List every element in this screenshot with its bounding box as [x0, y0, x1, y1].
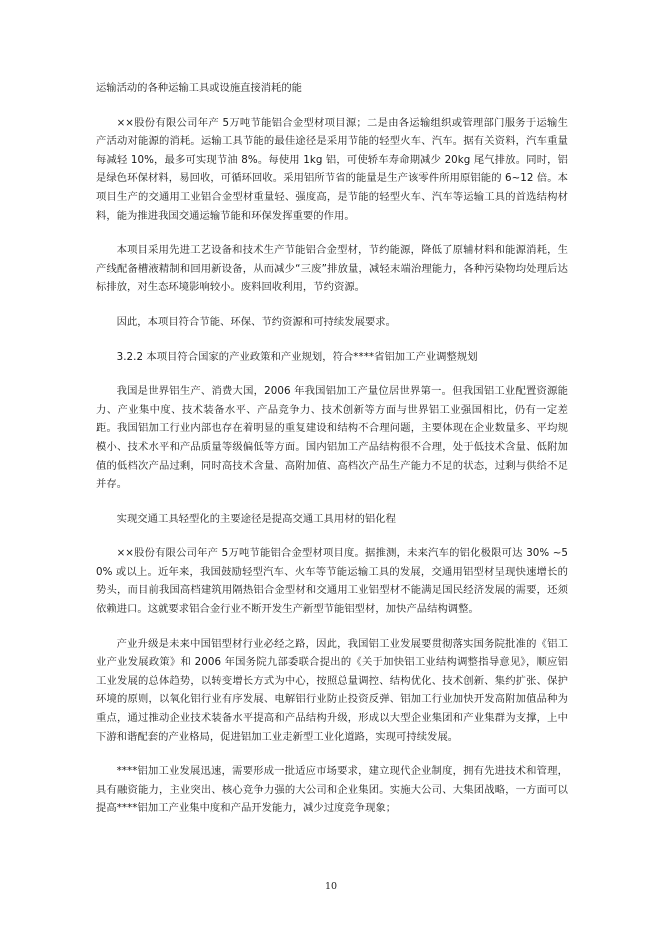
paragraph-conclusion: 因此，本项目符合节能、环保、节约资源和可持续发展要求。	[116, 315, 396, 328]
section-heading-3-2-2: 3.2.2 本项目符合国家的产业政策和产业规划，符合****省铝加工产业调整规划	[116, 350, 478, 363]
document-body	[96, 79, 568, 818]
intro-line: 运输活动的各种运输工具或设施直接消耗的能	[96, 82, 302, 94]
paragraph-process-equipment: 本项目采用先进工艺设备和技术生产节能铝合金型材，节约能源，降低了原辅材料和能源消耗，生产线配备槽液精制和回用新设备，从而减少“三废”排放量，减轻末端治理能力，各种污染物均处理后达标排放，对生态环境影响较小。废料回收利用，节约资源。	[96, 244, 568, 294]
paragraph-transport-energy: ××股份有限公司年产 5万吨节能铝合金型材项目源；二是由各运输组织或管理部门服务于运输生产活动对能源的消耗。运输工具节能的最佳途径是采用节能的轻型火车、汽车。据有关资料，汽车重量每减轻 10%，最多可实现节油 8%。每使用 1kg 铝，可使轿车寿命期减少 20kg 尾气排放。同时，铝是绿色环保材料，易回收，可循环回收。采用铝所节省的能量是生产该零件所用原铝能的 6~12 倍。本项目生产的交通用工业铝合金型材重量轻、强度高，是节能的轻型火车、汽车等运输工具的首选结构材料，能为推进我国交通运输节能和环保发挥重要的作用。	[96, 116, 568, 222]
paragraph-industry-status: 我国是世界铝生产、消费大国，2006 年我国铝加工产量位居世界第一。但我国铝工业配置资源能力、产业集中度、技术装备水平、产品竞争力、技术创新等方面与世界铝工业强国相比，仍有一定差距。我国铝加工行业内部也存在着明显的重复建设和结构不合理问题，主要体现在企业数量多、平均规模小、技术水平和产品质量等级偏低等方面。国内铝加工产品结构很不合理，处于低技术含量、低附加值的低档次产品过剩，同时高技术含量、高附加值、高档次产品生产能力不足的状态，过剩与供给不足并存。	[96, 385, 568, 491]
paragraph-aluminization: ××股份有限公司年产 5万吨节能铝合金型材项目度。据推测，未来汽车的铝化极限可达 30% ~50% 或以上。近年来，我国鼓励轻型汽车、火车等节能运输工具的发展，交通用铝型材呈现快速增长的势头，而目前我国高档建筑用隔热铝合金型材和交通用工业铝型材不能满足国民经济发展的需要，还须依赖进口。这就要求铝合金行业不断开发生产新型节能铝型材，加快产品结构调整。	[96, 547, 568, 616]
paragraph-regional-development: ****铝加工业发展迅速，需要形成一批适应市场要求，建立现代企业制度，拥有先进技术和管理，具有融资能力，主业突出、核心竞争力强的大公司和企业集团。实施大公司、大集团战略，一方面可以提高****铝加工产业集中度和产品开发能力，减少过度竞争现象；	[96, 765, 568, 815]
paragraph-lightweight-heading: 实现交通工具轻型化的主要途径是提高交通工具用材的铝化程	[116, 512, 396, 525]
page-number: 10	[324, 881, 338, 892]
paragraph-industry-upgrade: 产业升级是未来中国铝型材行业必经之路，因此，我国铝工业发展要贯彻落实国务院批准的《铝工业产业发展政策》和 2006 年国务院九部委联合提出的《关于加快铝工业结构调整指导意见》，顺应铝工业发展的总体趋势，以转变增长方式为中心，按照总量调控、结构优化、技术创新、集约扩张、保护环境的原则，以氧化铝行业有序发展、电解铝行业防止投资反弹、铝加工行业加快开发高附加值品种为重点，通过推动企业技术装备水平提高和产品结构升级，形成以大型企业集团和产业集群为支撑，上中下游和谐配套的产业格局，促进铝加工业走新型工业化道路，实现可持续发展。	[96, 637, 568, 743]
